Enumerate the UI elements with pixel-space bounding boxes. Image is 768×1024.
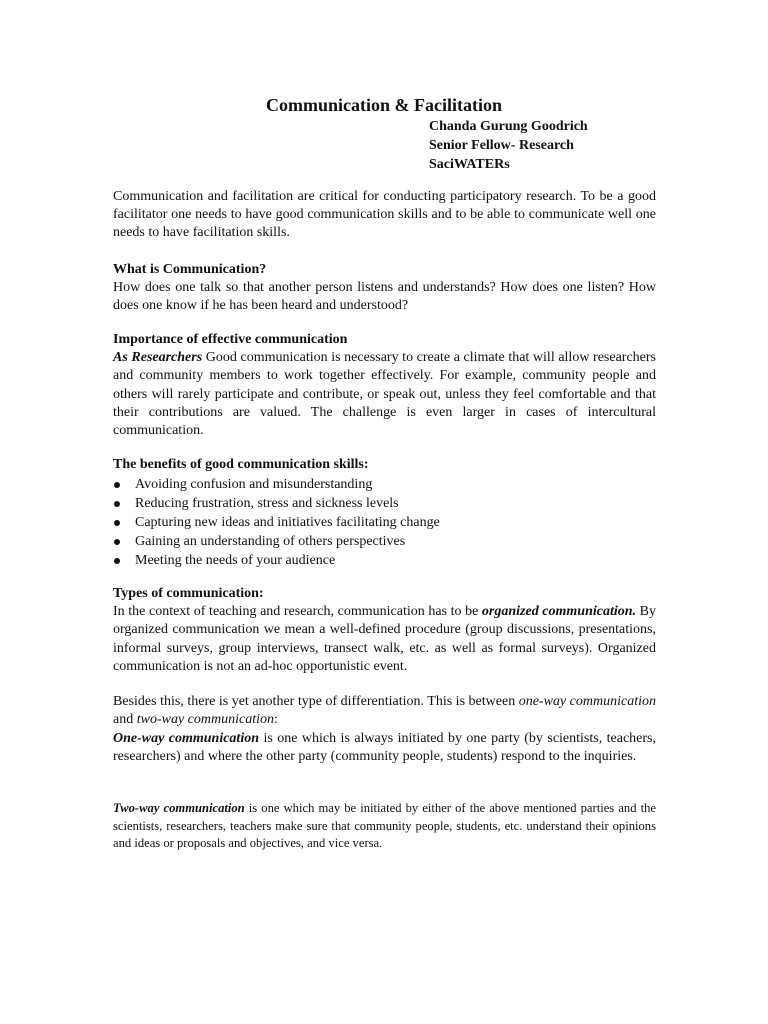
term-two-way: Two-way communication — [113, 801, 245, 815]
list-item — [113, 475, 656, 494]
emphasis-term: one-way communication — [518, 694, 656, 709]
section-heading: Importance of effective communication — [113, 332, 348, 347]
section-paragraph: How does one talk so that another person listens and understands? How does one listen? How does one know if he has been heard and understood? — [113, 280, 656, 314]
paragraph-text: and — [113, 712, 137, 728]
author-role: Senior Fellow- Research — [429, 138, 574, 153]
author-block — [429, 117, 588, 174]
list-item-text: Avoiding confusion and misunderstanding — [135, 477, 373, 493]
section-heading: The benefits of good communication skills: — [113, 457, 369, 472]
bullet-icon — [114, 558, 120, 564]
section-paragraph — [113, 603, 656, 676]
author-organization: SaciWATERs — [429, 157, 510, 172]
author-name: Chanda Gurung Goodrich — [429, 119, 588, 134]
term-one-way: One-way communication — [113, 731, 260, 746]
what-is-communication-section — [113, 261, 656, 316]
list-item — [113, 513, 656, 532]
paragraph-text: is one which may be initiated by either of the above mentioned parties and the scientists, researchers, teachers make sure that community people, students, etc. understand their opinions and ideas or proposals and objectives, and vice versa. — [113, 801, 656, 850]
list-item-text: Meeting the needs of your audience — [135, 553, 336, 569]
paragraph-text: : — [273, 712, 278, 728]
section-heading: What is Communication? — [113, 262, 267, 277]
two-way-paragraph — [113, 800, 656, 853]
emphasis-term: two-way communication — [136, 712, 274, 728]
emphasis-term: organized communication. — [481, 604, 637, 620]
list-item — [113, 551, 656, 570]
intro-paragraph: Communication and facilitation are critical for conducting participatory research. To be a good facilitator one needs to have good communication skills and to be able to communicate well one needs to have facilitation skills. — [113, 189, 656, 241]
document-title: Communication & Facilitation — [266, 95, 502, 115]
list-item-text: Reducing frustration, stress and sickness levels — [135, 496, 399, 512]
paragraph-text: Besides this, there is yet another type of differentiation. This is between — [113, 694, 519, 709]
paragraph-text: Good communication is necessary to create a climate that will allow researchers and community members to work together effectively. For example, community people and others will rarely participate and contribute, or speak out, unless they feel comfortable and that their contributions are valued. The challenge is even larger in cases of intercultural communication. — [113, 350, 656, 439]
importance-section — [113, 331, 656, 440]
bullet-icon — [114, 482, 120, 488]
bullet-icon — [114, 501, 120, 507]
paragraph-text: In the context of teaching and research, communication has to be — [113, 604, 482, 620]
list-item — [113, 494, 656, 513]
lead-phrase: As Researchers — [113, 350, 203, 366]
list-item-text: Gaining an understanding of others perspectives — [135, 534, 406, 550]
one-way-paragraph — [113, 730, 656, 766]
list-item-text: Capturing new ideas and initiatives facilitating change — [135, 515, 440, 531]
paragraph-text: is one which is always initiated by one party (by scientists, teachers, researchers) and where the other party (community people, students) respond to the inquiries. — [113, 731, 657, 765]
bullet-icon — [114, 539, 120, 545]
section-paragraph — [113, 349, 656, 440]
bullet-icon — [114, 520, 120, 526]
section-heading: Types of communication: — [113, 586, 264, 601]
differentiation-paragraph — [113, 693, 656, 729]
benefits-section — [113, 456, 656, 570]
types-section — [113, 585, 656, 676]
list-item — [113, 532, 656, 551]
benefits-list — [113, 475, 656, 570]
paragraph-text: By organized communication we mean a well-defined procedure (group discussions, presentations, informal surveys, group interviews, transect walk, etc. as well as formal surveys). Organized communication is not an ad-hoc opportunistic event. — [113, 604, 656, 674]
